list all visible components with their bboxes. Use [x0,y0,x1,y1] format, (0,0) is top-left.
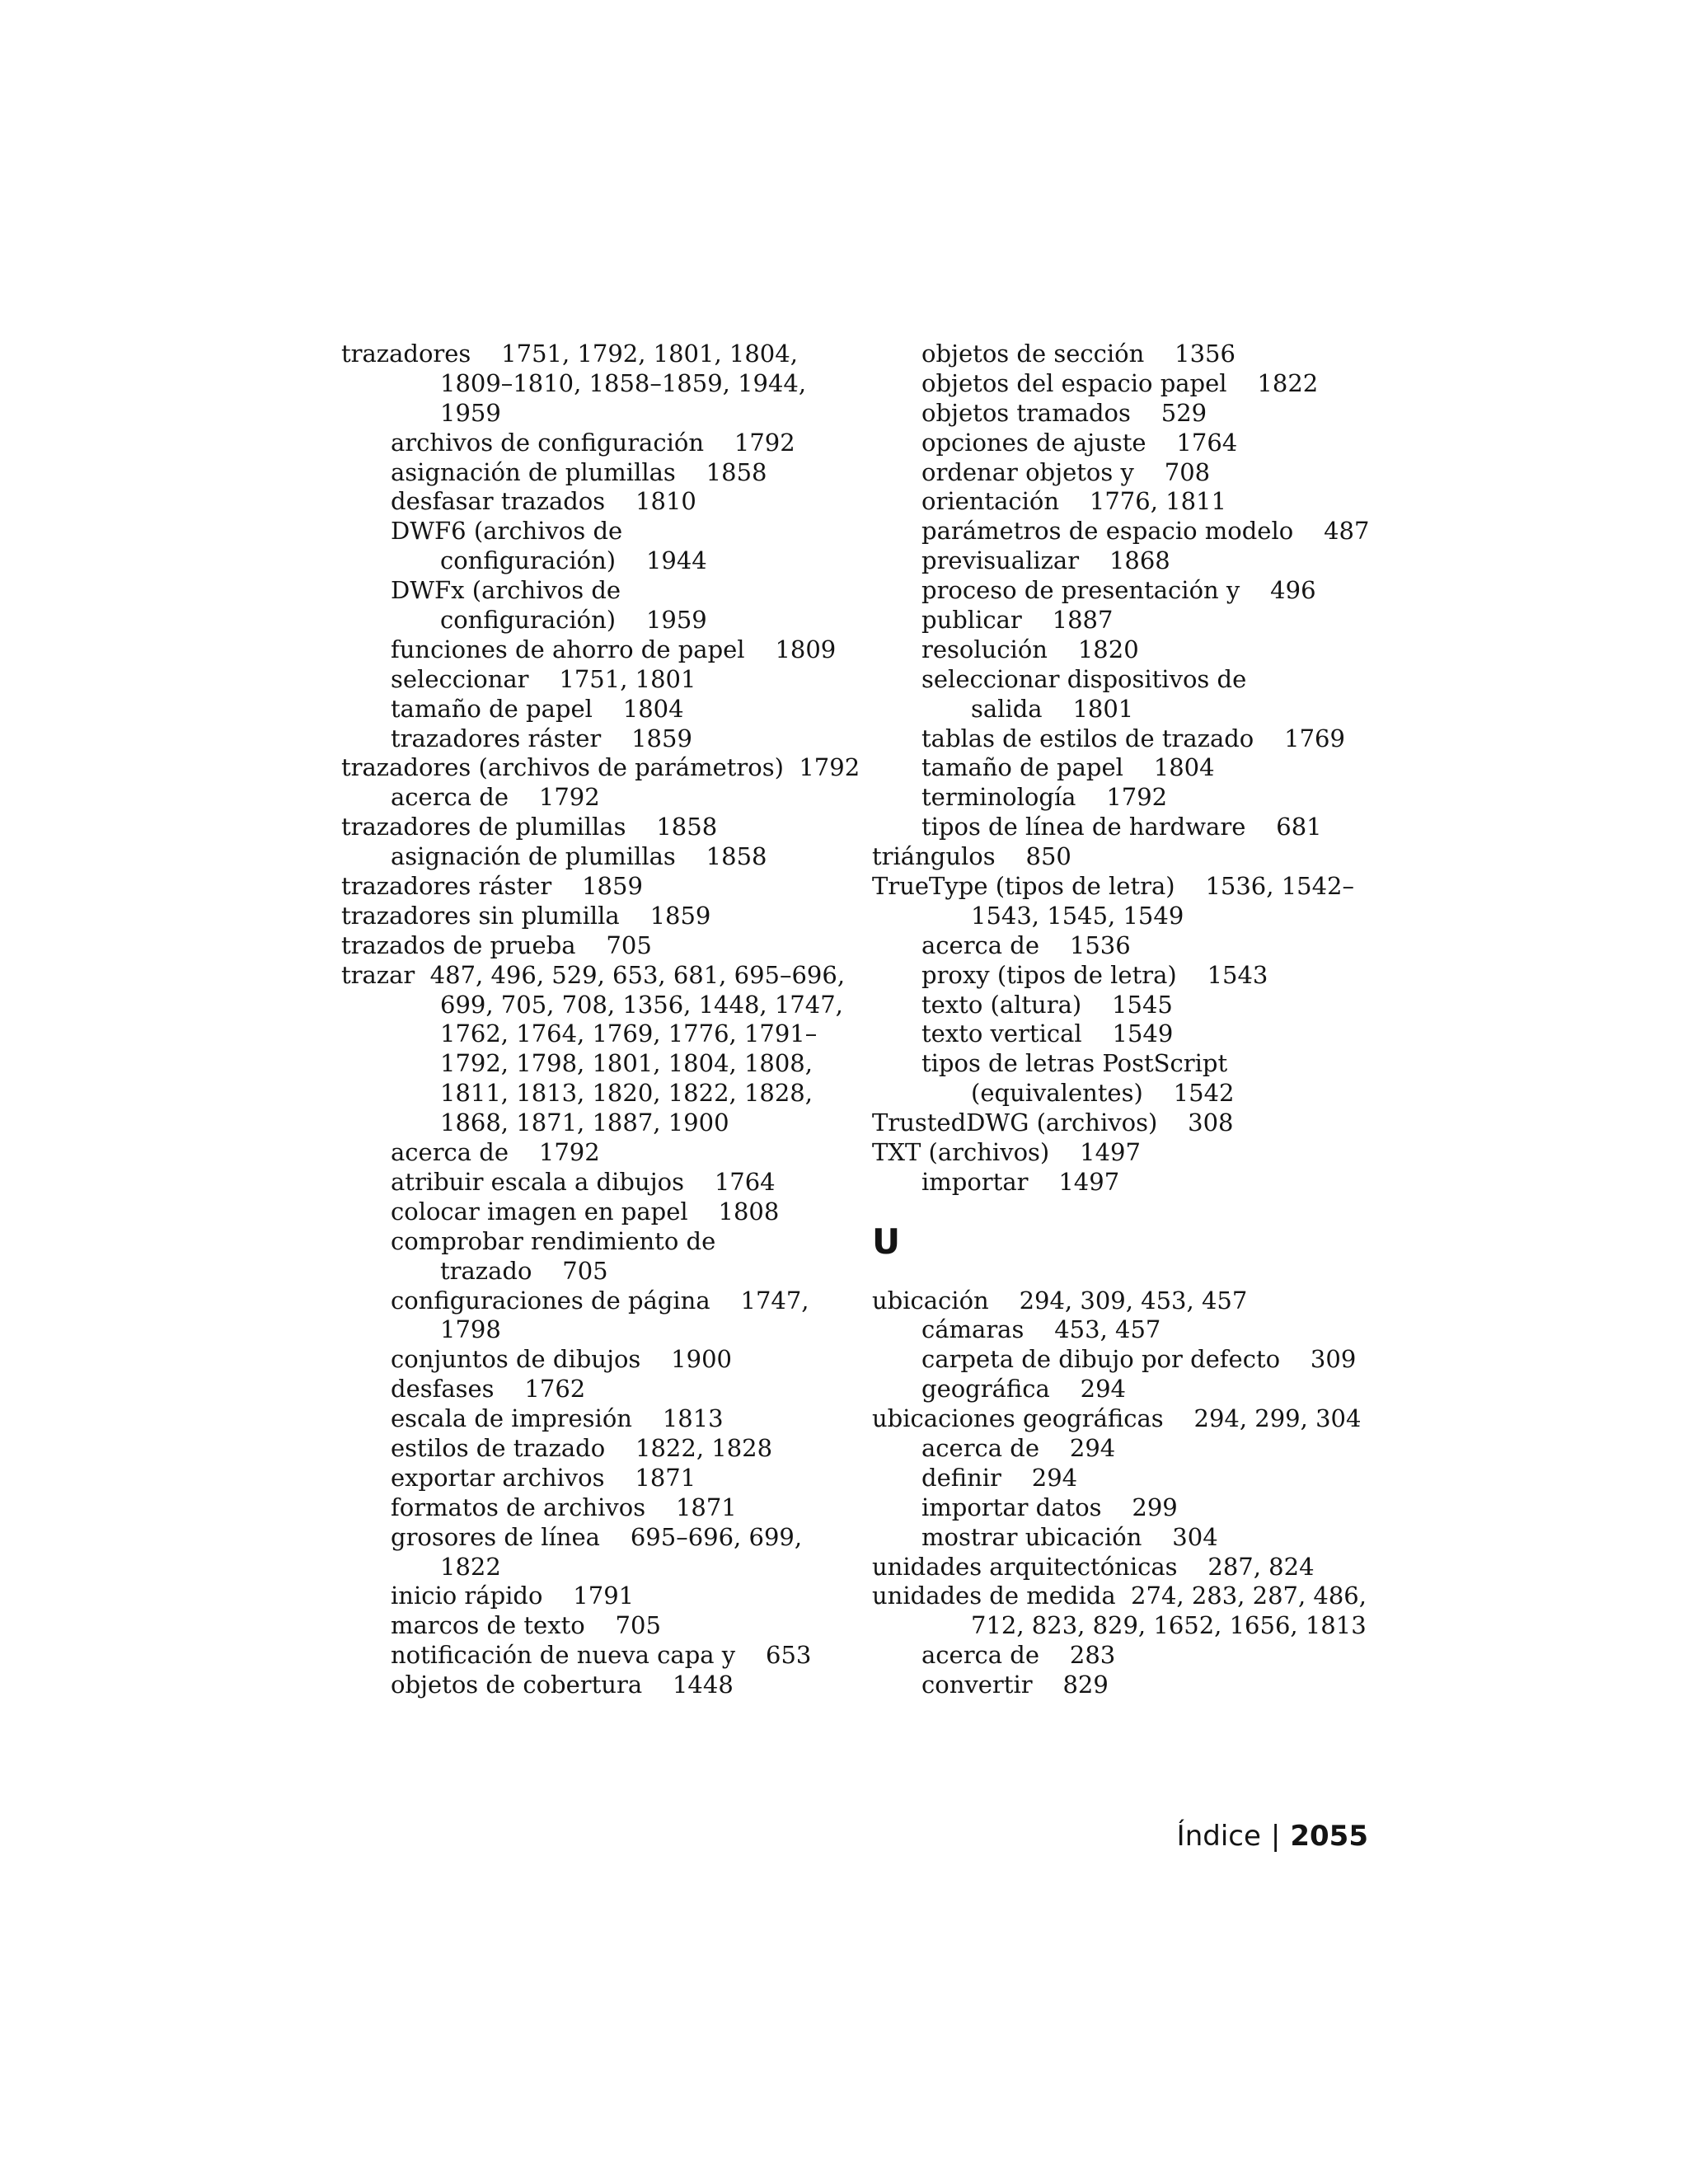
index-entry: trazar 487, 496, 529, 653, 681, 695–696, [341,960,846,989]
index-entry: trazadores (archivos de parámetros) 1792 [341,753,860,782]
index-subentry: cámaras 453, 457 [921,1315,1161,1344]
index-subentry: texto (altura) 1545 [921,990,1173,1019]
index-subentry: estilos de trazado 1822, 1828 [391,1433,773,1462]
index-column-right [872,340,1370,1700]
index-subentry: convertir 829 [921,1671,1109,1699]
index-subentry: tamaño de papel 1804 [921,753,1215,782]
index-entry: trazados de prueba 705 [341,930,652,959]
index-entry: ubicación 294, 309, 453, 457 [872,1286,1248,1315]
index-entry-continuation: 1543, 1545, 1549 [971,901,1184,930]
index-entry: trazadores 1751, 1792, 1801, 1804, [341,340,798,368]
index-subentry: atribuir escala a dibujos 1764 [391,1167,776,1196]
index-subentry: notificación de nueva capa y 653 [391,1641,812,1670]
index-subentry: DWF6 (archivos de [391,517,623,546]
index-entry-continuation: configuración) 1944 [440,546,707,575]
index-subentry: tipos de línea de hardware 681 [921,813,1322,841]
index-subentry: objetos del espacio papel 1822 [921,368,1319,397]
section-letter-heading: U [872,1221,901,1262]
index-entry: trazadores de plumillas 1858 [341,813,718,841]
index-subentry: escala de impresión 1813 [391,1404,724,1433]
index-entry-continuation: 1809–1810, 1858–1859, 1944, [440,368,807,397]
index-entry: TrueType (tipos de letra) 1536, 1542– [872,872,1354,901]
section-spacer [872,1197,1367,1227]
index-entry-continuation: trazado 705 [440,1256,608,1285]
index-subentry: importar datos 299 [921,1493,1178,1521]
index-subentry: acerca de 1792 [391,1138,600,1167]
index-subentry: tamaño de papel 1804 [391,694,684,723]
index-entry-continuation: 1798 [440,1315,501,1344]
index-subentry: colocar imagen en papel 1808 [391,1197,780,1226]
index-subentry: acerca de 1792 [391,783,600,812]
index-entry-continuation: (equivalentes) 1542 [971,1079,1235,1108]
index-subentry: acerca de 294 [921,1433,1116,1462]
index-subentry: formatos de archivos 1871 [391,1493,737,1521]
index-subentry: desfasar trazados 1810 [391,487,696,516]
index-subentry: publicar 1887 [921,606,1114,635]
index-entry-continuation: 1792, 1798, 1801, 1804, 1808, [440,1049,813,1078]
index-subentry: conjuntos de dibujos 1900 [391,1345,732,1374]
index-entry: trazadores ráster 1859 [341,872,643,901]
index-subentry: DWFx (archivos de [391,576,621,605]
index-subentry: previsualizar 1868 [921,546,1170,575]
index-subentry: proceso de presentación y 496 [921,576,1316,605]
index-subentry: inicio rápido 1791 [391,1582,635,1610]
index-subentry: grosores de línea 695–696, 699, [391,1522,803,1551]
index-subentry: seleccionar dispositivos de [921,664,1247,693]
index-subentry: orientación 1776, 1811 [921,487,1226,516]
index-entry-continuation: 699, 705, 708, 1356, 1448, 1747, [440,990,843,1019]
index-subentry: proxy (tipos de letra) 1543 [921,960,1268,989]
footer-separator: | [1270,1820,1281,1853]
page-footer [1177,1820,1368,1853]
index-subentry: comprobar rendimiento de [391,1226,716,1255]
index-subentry: seleccionar 1751, 1801 [391,664,696,693]
index-subentry: configuraciones de página 1747, [391,1286,809,1315]
index-entry: triángulos 850 [872,842,1071,871]
index-subentry: tipos de letras PostScript [921,1049,1228,1078]
index-subentry: acerca de 1536 [921,930,1131,959]
index-subentry: importar 1497 [921,1167,1120,1196]
index-subentry: resolución 1820 [921,635,1139,663]
index-subentry: carpeta de dibujo por defecto 309 [921,1345,1357,1374]
index-subentry: trazadores ráster 1859 [391,724,692,752]
index-subentry: desfases 1762 [391,1375,586,1404]
index-subentry: ordenar objetos y 708 [921,457,1211,486]
index-subentry: texto vertical 1549 [921,1019,1174,1048]
index-subentry: mostrar ubicación 304 [921,1522,1218,1551]
index-subentry: exportar archivos 1871 [391,1463,696,1492]
index-entry-continuation: 1959 [440,398,501,427]
index-entry-continuation: configuración) 1959 [440,606,707,635]
index-subentry: marcos de texto 705 [391,1611,661,1640]
index-subentry: acerca de 283 [921,1641,1116,1670]
index-entry: unidades arquitectónicas 287, 824 [872,1552,1315,1581]
index-entry: TrustedDWG (archivos) 308 [872,1108,1234,1137]
index-entry-continuation: 1822 [440,1552,501,1581]
index-subentry: geográfica 294 [921,1375,1127,1404]
page-number: 2055 [1290,1820,1368,1853]
index-subentry: objetos de cobertura 1448 [391,1671,734,1699]
index-subentry: terminología 1792 [921,783,1168,812]
index-subentry: funciones de ahorro de papel 1809 [391,635,837,663]
index-entry-continuation: 1868, 1871, 1887, 1900 [440,1108,729,1137]
index-subentry: definir 294 [921,1463,1078,1492]
index-subentry: asignación de plumillas 1858 [391,842,767,871]
index-subentry: tablas de estilos de trazado 1769 [921,724,1345,752]
index-subentry: parámetros de espacio modelo 487 [921,517,1370,546]
index-subentry: objetos de sección 1356 [921,340,1236,368]
index-entry: TXT (archivos) 1497 [872,1138,1141,1167]
index-entry-continuation: salida 1801 [971,694,1134,723]
section-spacer [872,1257,1367,1286]
index-entry-continuation: 712, 823, 829, 1652, 1656, 1813 [971,1611,1367,1640]
index-entry: trazadores sin plumilla 1859 [341,901,711,930]
index-entry-continuation: 1811, 1813, 1820, 1822, 1828, [440,1079,813,1108]
index-subentry: opciones de ajuste 1764 [921,428,1238,457]
index-entry-continuation: 1762, 1764, 1769, 1776, 1791– [440,1019,818,1048]
index-column-left [341,340,860,1700]
footer-section-title: Índice [1176,1820,1261,1853]
index-entry: ubicaciones geográficas 294, 299, 304 [872,1404,1362,1433]
index-subentry: archivos de configuración 1792 [391,428,795,457]
index-subentry: objetos tramados 529 [921,398,1207,427]
index-entry: unidades de medida 274, 283, 287, 486, [872,1582,1367,1610]
index-subentry: asignación de plumillas 1858 [391,457,767,486]
